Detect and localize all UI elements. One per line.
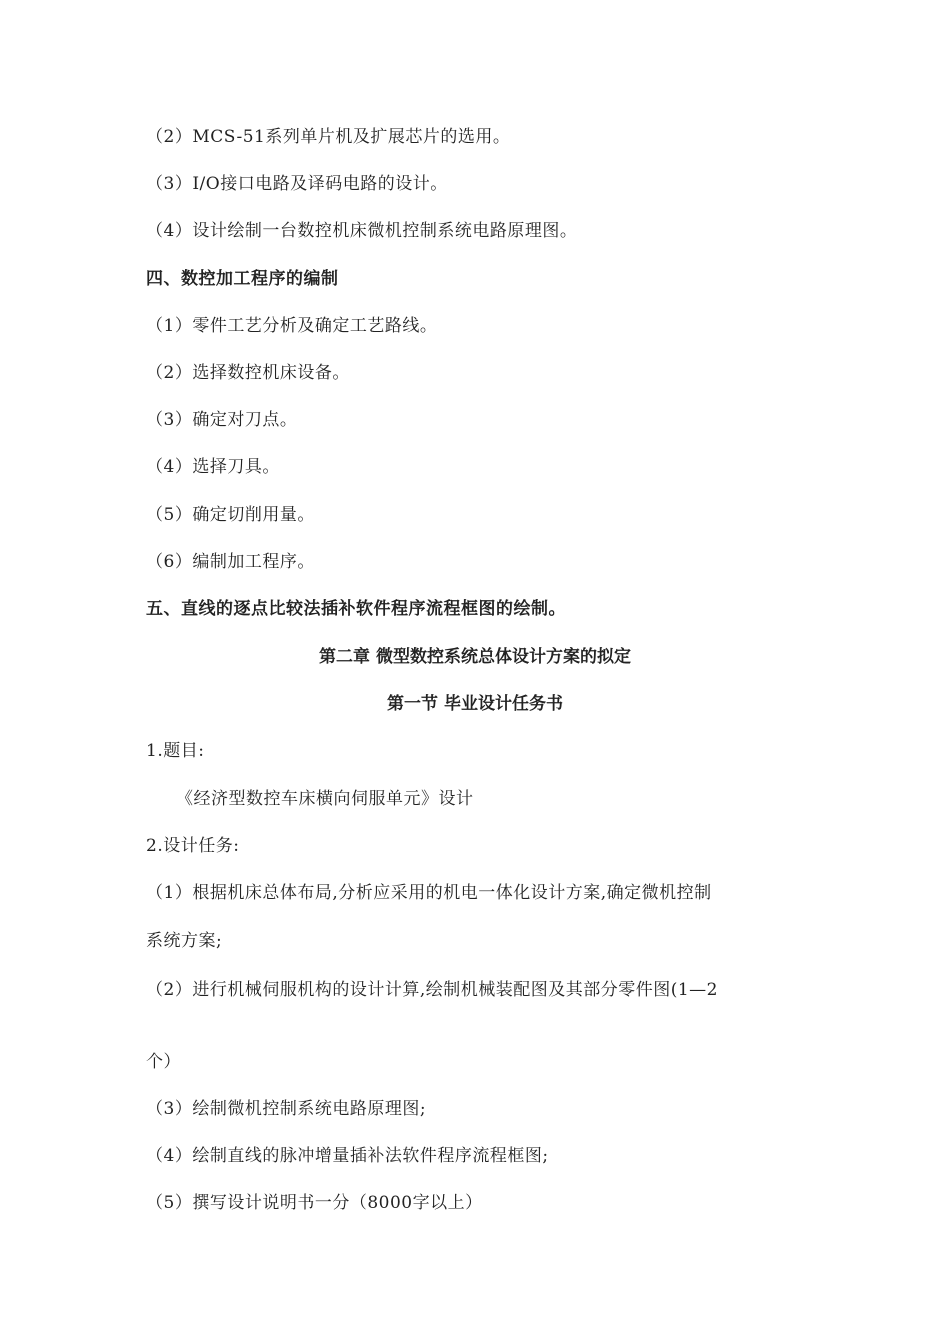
section-heading-5: 五、直线的逐点比较法插补软件程序流程框图的绘制。 xyxy=(146,599,566,619)
item-label: 2.设计任务: xyxy=(146,836,240,856)
paragraph-line: （4）设计绘制一台数控机床微机控制系统电路原理图。 xyxy=(146,221,578,241)
paragraph-line: （4）选择刀具。 xyxy=(146,457,280,477)
paragraph-line: （6）编制加工程序。 xyxy=(146,552,315,572)
paragraph-line: （5）确定切削用量。 xyxy=(146,505,315,525)
task-line: 系统方案; xyxy=(146,931,223,951)
task-line: （5）撰写设计说明书一分（8000字以上） xyxy=(146,1193,483,1213)
paragraph-line: （2）选择数控机床设备。 xyxy=(146,363,350,383)
section-title: 第一节 毕业设计任务书 xyxy=(387,694,563,714)
section-heading-4: 四、数控加工程序的编制 xyxy=(146,269,339,289)
task-line: （4）绘制直线的脉冲增量插补法软件程序流程框图; xyxy=(146,1146,549,1166)
item-value: 《经济型数控车床横向伺服单元》设计 xyxy=(176,789,474,809)
item-label: 1.题目: xyxy=(146,741,205,761)
paragraph-line: （1）零件工艺分析及确定工艺路线。 xyxy=(146,316,438,336)
task-line: （1）根据机床总体布局,分析应采用的机电一体化设计方案,确定微机控制 xyxy=(146,883,712,903)
paragraph-line: （2）MCS-51系列单片机及扩展芯片的选用。 xyxy=(146,127,511,147)
task-line: （2）进行机械伺服机构的设计计算,绘制机械装配图及其部分零件图(1—2 xyxy=(146,980,718,1000)
task-line: 个） xyxy=(146,1052,181,1072)
paragraph-line: （3）I/O接口电路及译码电路的设计。 xyxy=(146,174,448,194)
task-line: （3）绘制微机控制系统电路原理图; xyxy=(146,1099,427,1119)
chapter-title: 第二章 微型数控系统总体设计方案的拟定 xyxy=(319,647,631,667)
paragraph-line: （3）确定对刀点。 xyxy=(146,410,298,430)
